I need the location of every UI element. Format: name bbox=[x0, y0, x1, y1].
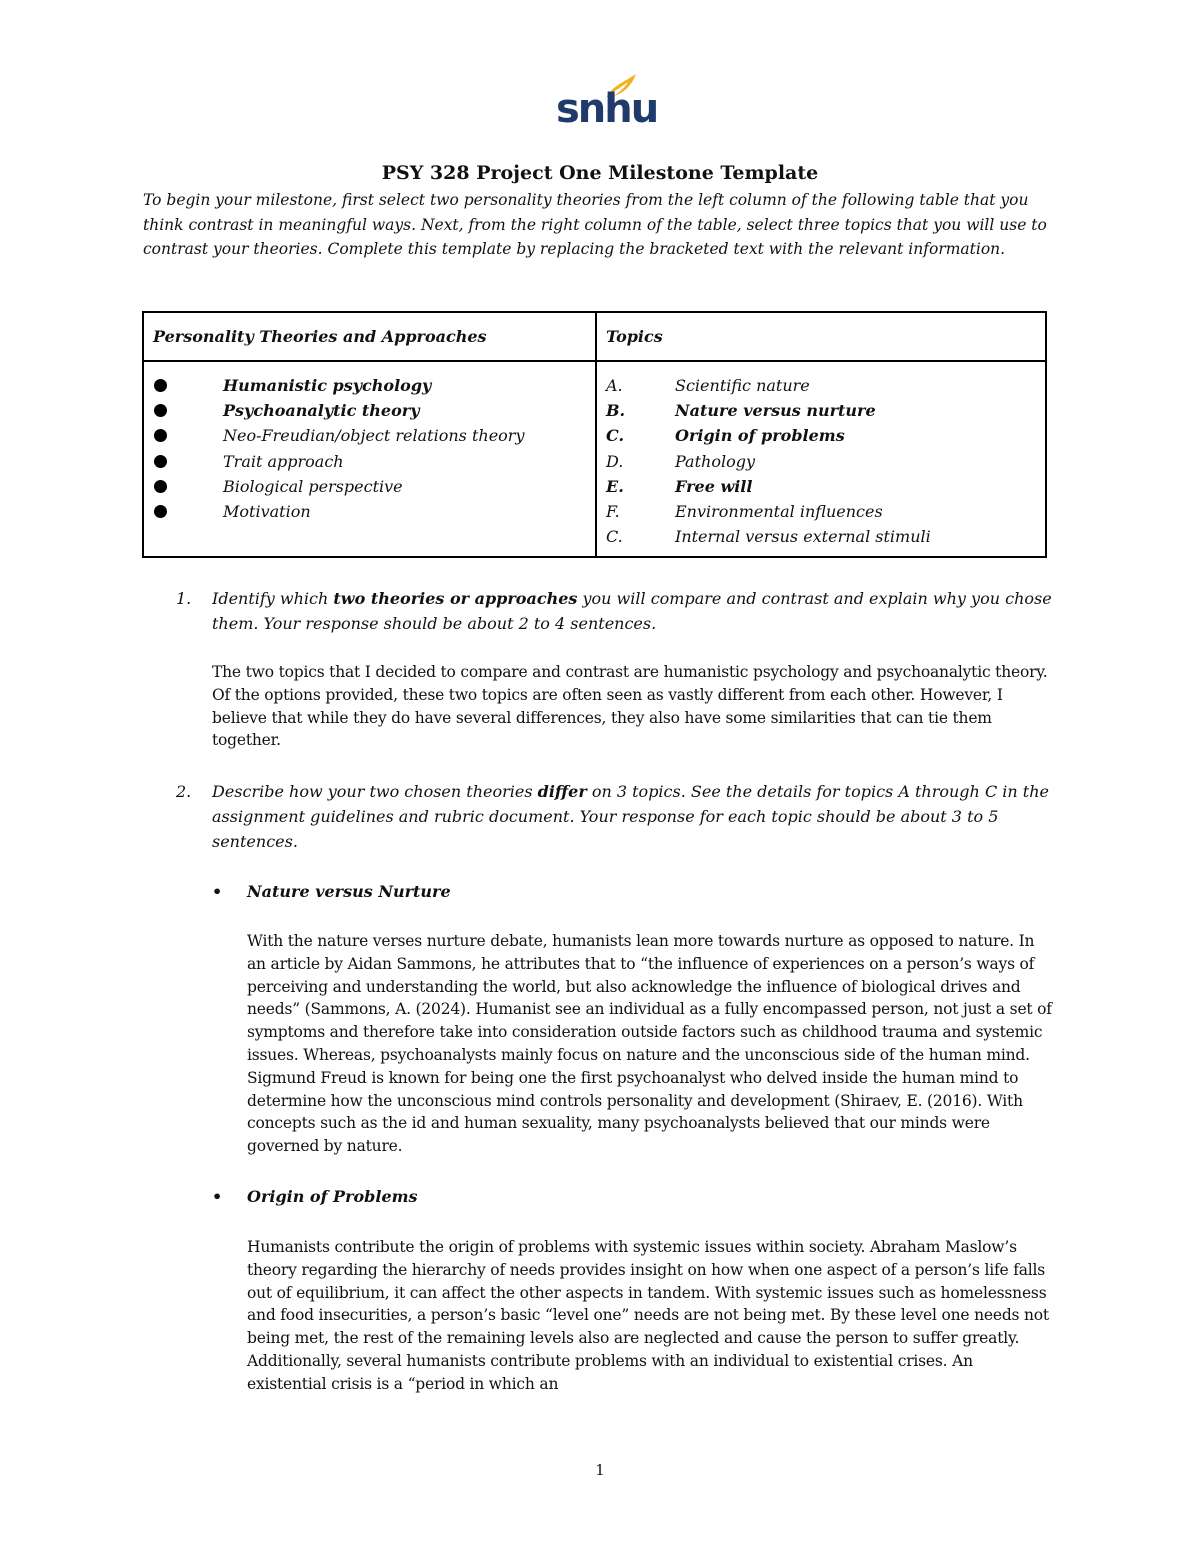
bullet-icon: • bbox=[212, 1187, 223, 1206]
question-1-number: 1. bbox=[176, 589, 192, 608]
document-page: snhu PSY 328 Project One Milestone Template To begin your milestone, first select two personality theories from the left column of the following table that you think contrast in meaningful ways. Next, from the right column of the table, select three topics that you will use to contrast your theories. Complete this template by replacing the bracketed text with the relevant information. Personality Theories and Approaches Topics Humanistic psychology Psychoanalytic theory Neo-Freudian/object relations theory Trait approach Biological perspective Motivation A. Scientific nature B. Nature versus nurture C. Origin of problems D. Pathology E. Free will F. Environmental influences C. Internal versus external stimuli 1. Identify which two theories or approaches you will compare and contrast and explain why you chose them. Your response should be about 2 to 4 sentences. The two topics that I decided to compare and contrast are humanistic psychology and psychoanalytic theory. Of the options provided, these two topics are often seen as vastly different from each other. However, I believe that while they do have several differences, they also have some similarities that can tie them together. 2. Describe how your two chosen theories differ on 3 topics. See the details for topics A through C in the assignment guidelines and rubric document. Your response for each topic should be about 3 to 5 sentences. • Nature versus Nurture With the nature verses nurture debate, humanists lean more towards nurture as opposed to nature. In an article by Aidan Sammons, he attributes that to “the influence of experiences on a person’s ways of perceiving and understanding the world, but also acknowledge the influence of biological drives and needs” (Sammons, A. (2024). Humanist see an individual as a fully encompassed person, not just a set of symptoms and therefore take into consideration outside factors such as childhood trauma and systemic issues. Whereas, psychoanalysts mainly focus on nature and the unconscious side of the human mind. Sigmund Freud is known for being one the first psychoanalyst who delved inside the human mind to determine how the unconscious mind controls personality and development (Shiraev, E. (2016). With concepts such as the id and human sexuality, many psychoanalysts believed that our minds were governed by nature. • Origin of Problems Humanists contribute the origin of problems with systemic issues within society. Abraham Maslow’s theory regarding the hierarchy of needs provides insight on how when one aspect of a person’s life falls out of equilibrium, it can affect the other aspects in tandem. With systemic issues such as homelessness and food insecurities, a person’s basic “level one” needs are not being met. By these level one needs not being met, the rest of the remaining levels also are neglected and cause the person to suffer greatly. Additionally, several humanists contribute problems with an individual to existential crises. An existential crisis is a “period in which an 1 bbox=[0, 0, 1200, 1553]
topic-label: Free will bbox=[675, 476, 753, 496]
topic-label: Pathology bbox=[675, 451, 755, 471]
theories-topics-table bbox=[142, 311, 1047, 558]
topic-label: Nature versus nurture bbox=[675, 401, 876, 421]
bullet-dot-icon bbox=[154, 404, 167, 417]
bullet-icon: • bbox=[212, 882, 223, 901]
topic-label: Internal versus external stimuli bbox=[675, 527, 931, 547]
table-column-divider bbox=[595, 313, 597, 556]
topic-label: Origin of problems bbox=[675, 426, 845, 446]
theories-column-header: Personality Theories and Approaches bbox=[153, 327, 487, 346]
topic-letter: A. bbox=[606, 376, 623, 395]
page-number: 1 bbox=[595, 1461, 605, 1479]
topic-letter: D. bbox=[606, 451, 624, 471]
question-2-prompt: Describe how your two chosen theories differ on 3 topics. See the details for topics A through C in the assignment guidelines and rubric document. Your response for each topic should be about 3 to 5 sentences. bbox=[212, 782, 1049, 851]
topic-letter: C. bbox=[606, 527, 623, 547]
topics-column-header: Topics bbox=[606, 327, 663, 346]
intro-paragraph: To begin your milestone, first select two personality theories from the left column of the following table that you think contrast in meaningful ways. Next, from the right column of the table, select three topics that you will use to contrast your theories. Complete this template by replacing the bracketed text with the relevant information. bbox=[143, 191, 1047, 258]
topic-label: Scientific nature bbox=[675, 376, 810, 395]
theory-label: Neo-Freudian/object relations theory bbox=[223, 426, 525, 446]
snhu-wordmark: snhu bbox=[556, 86, 658, 132]
bullet-dot-icon bbox=[154, 505, 167, 518]
theory-label: Motivation bbox=[223, 501, 311, 521]
theory-label: Trait approach bbox=[223, 451, 344, 471]
origin-problems-body: Humanists contribute the origin of problems with systemic issues within society. Abraham Maslow’s theory regarding the hierarchy of needs provides insight on how when one aspect of a person’s life falls out of equilibrium, it can affect the other aspects in tandem. With systemic issues such as homelessness and food insecurities, a person’s basic “level one” needs are not being met. By these level one needs not being met, the rest of the remaining levels also are neglected and cause the person to suffer greatly. Additionally, several humanists contribute problems with an individual to existential crises. An existential crisis is a “period in which an bbox=[247, 1238, 1049, 1393]
topic-letter: F. bbox=[606, 501, 620, 521]
topic-letter: C. bbox=[606, 426, 625, 446]
nature-nurture-body: With the nature verses nurture debate, humanists lean more towards nurture as opposed to nature. In an article by Aidan Sammons, he attributes that to “the influence of experiences on a person’s ways of perceiving and understanding the world, but also acknowledge the influence of biological drives and needs” (Sammons, A. (2024). Humanist see an individual as a fully encompassed person, not just a set of symptoms and therefore take into consideration outside factors such as childhood trauma and systemic issues. Whereas, psychoanalysts mainly focus on nature and the unconscious side of the human mind. Sigmund Freud is known for being one the first psychoanalyst who delved inside the human mind to determine how the unconscious mind controls personality and development (Shiraev, E. (2016). With concepts such as the id and human sexuality, many psychoanalysts believed that our minds were governed by nature. bbox=[247, 932, 1052, 1156]
theory-label: Psychoanalytic theory bbox=[223, 401, 420, 421]
theory-label: Biological perspective bbox=[223, 476, 403, 496]
theory-label: Humanistic psychology bbox=[223, 376, 432, 395]
topic-label: Environmental influences bbox=[675, 501, 883, 521]
question-1-answer: The two topics that I decided to compare and contrast are humanistic psychology and psychoanalytic theory. Of the options provided, these two topics are often seen as vastly different from each other. However, I believe that while they do have several differences, they also have some similarities that can tie them together. bbox=[212, 663, 1048, 750]
bullet-dot-icon bbox=[154, 429, 167, 442]
question-2-number: 2. bbox=[176, 782, 192, 801]
topic-letter: E. bbox=[606, 476, 624, 496]
bullet-dot-icon bbox=[154, 379, 167, 392]
topic-letter: B. bbox=[606, 401, 626, 421]
question-1-prompt: Identify which two theories or approaches you will compare and contrast and explain why you chose them. Your response should be about 2 to 4 sentences. bbox=[212, 589, 1052, 633]
document-title: PSY 328 Project One Milestone Template bbox=[381, 162, 819, 184]
bullet-dot-icon bbox=[154, 480, 167, 493]
bullet-dot-icon bbox=[154, 455, 167, 468]
snhu-logo bbox=[556, 72, 658, 134]
